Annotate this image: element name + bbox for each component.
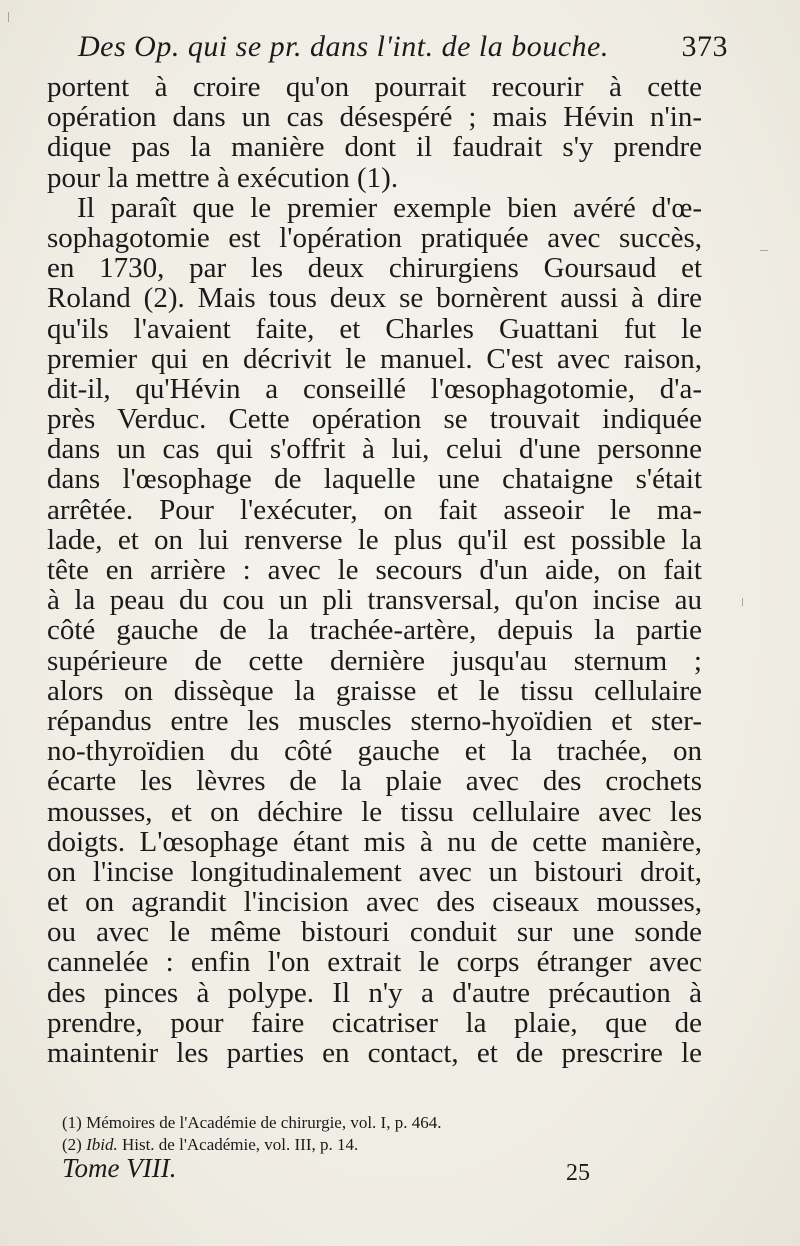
text-line: portent à croire qu'on pourrait recourir à cette bbox=[47, 71, 702, 103]
text-line: Roland (2). Mais tous deux se bornèrent aussi à dire bbox=[47, 282, 702, 315]
footnote-2-ibid: Ibid. bbox=[86, 1135, 118, 1154]
text-line: on l'incise longitudinalement avec un bistouri droit, bbox=[47, 855, 702, 888]
text-line: sophagotomie est l'opération pratiquée avec succès, bbox=[47, 221, 702, 254]
text-line: prendre, pour faire cicatriser la plaie, que de bbox=[47, 1006, 702, 1039]
text-line: arrêtée. Pour l'exécuter, on fait asseoir le ma- bbox=[47, 493, 702, 526]
text-line: maintenir les parties en contact, et de prescrire le bbox=[47, 1037, 702, 1069]
footnotes bbox=[62, 1112, 622, 1156]
text-line: doigts. L'œsophage étant mis à nu de cette manière, bbox=[47, 825, 702, 858]
text-line: écarte les lèvres de la plaie avec des crochets bbox=[47, 765, 702, 798]
text-line: dit-il, qu'Hévin a conseillé l'œsophagotomie, d'a- bbox=[47, 372, 702, 405]
margin-mark bbox=[742, 598, 743, 606]
text-line: et on agrandit l'incision avec des ciseaux mousses, bbox=[47, 886, 702, 919]
text-line: alors on dissèque la graisse et le tissu cellulaire bbox=[47, 674, 702, 707]
volume-signature: Tome VIII. bbox=[62, 1153, 177, 1183]
text-line: opération dans un cas désespéré ; mais Hévin n'in- bbox=[47, 101, 702, 134]
footnote-2-text: Hist. de l'Académie, vol. III, p. 14. bbox=[121, 1135, 359, 1154]
footnote-1: (1) Mémoires de l'Académie de chirurgie, vol. I, p. 464. bbox=[62, 1113, 442, 1132]
text-line: lade, et on lui renverse le plus qu'il est possible la bbox=[47, 523, 702, 556]
signature-mark: 25 bbox=[566, 1160, 590, 1186]
text-line: ou avec le même bistouri conduit sur une sonde bbox=[47, 916, 702, 949]
page-number: 373 bbox=[681, 30, 728, 63]
running-head bbox=[78, 30, 728, 64]
running-head-title: Des Op. qui se pr. dans l'int. de la bouche. bbox=[78, 30, 609, 63]
text-line: près Verduc. Cette opération se trouvait indiquée bbox=[47, 403, 702, 436]
text-line: premier qui en décrivit le manuel. C'est avec raison, bbox=[47, 342, 702, 375]
text-line: supérieure de cette dernière jusqu'au sternum ; bbox=[47, 644, 702, 677]
margin-mark bbox=[8, 12, 9, 22]
text-line: en 1730, par les deux chirurgiens Goursaud et bbox=[47, 252, 702, 285]
text-line: dique pas la manière dont il faudrait s'y prendre bbox=[47, 131, 702, 164]
text-line: dans l'œsophage de laquelle une chataigne s'était bbox=[47, 463, 702, 496]
text-line: cannelée : enfin l'on extrait le corps étranger avec bbox=[47, 946, 702, 979]
text-line: répandus entre les muscles sterno-hyoïdien et ster- bbox=[47, 704, 702, 737]
text-line: Il paraît que le premier exemple bien avéré d'œ- bbox=[77, 191, 702, 224]
text-line: no-thyroïdien du côté gauche et la trachée, on bbox=[47, 735, 702, 768]
text-line: pour la mettre à exécution (1). bbox=[47, 161, 399, 194]
text-line: à la peau du cou un pli transversal, qu'on incise au bbox=[47, 584, 702, 617]
margin-mark bbox=[760, 250, 768, 251]
text-line: des pinces à polype. Il n'y a d'autre précaution à bbox=[47, 976, 702, 1009]
body-text bbox=[47, 72, 702, 1068]
text-line: tête en arrière : avec le secours d'un aide, on fait bbox=[47, 554, 702, 586]
text-line: dans un cas qui s'offrit à lui, celui d'une personne bbox=[47, 433, 702, 466]
text-line: qu'ils l'avaient faite, et Charles Guattani fut le bbox=[47, 312, 702, 345]
text-line: mousses, et on déchire le tissu cellulaire avec les bbox=[47, 795, 702, 828]
footnote-2-marker: (2) bbox=[62, 1135, 82, 1154]
text-line: côté gauche de la trachée-artère, depuis la partie bbox=[47, 614, 702, 647]
